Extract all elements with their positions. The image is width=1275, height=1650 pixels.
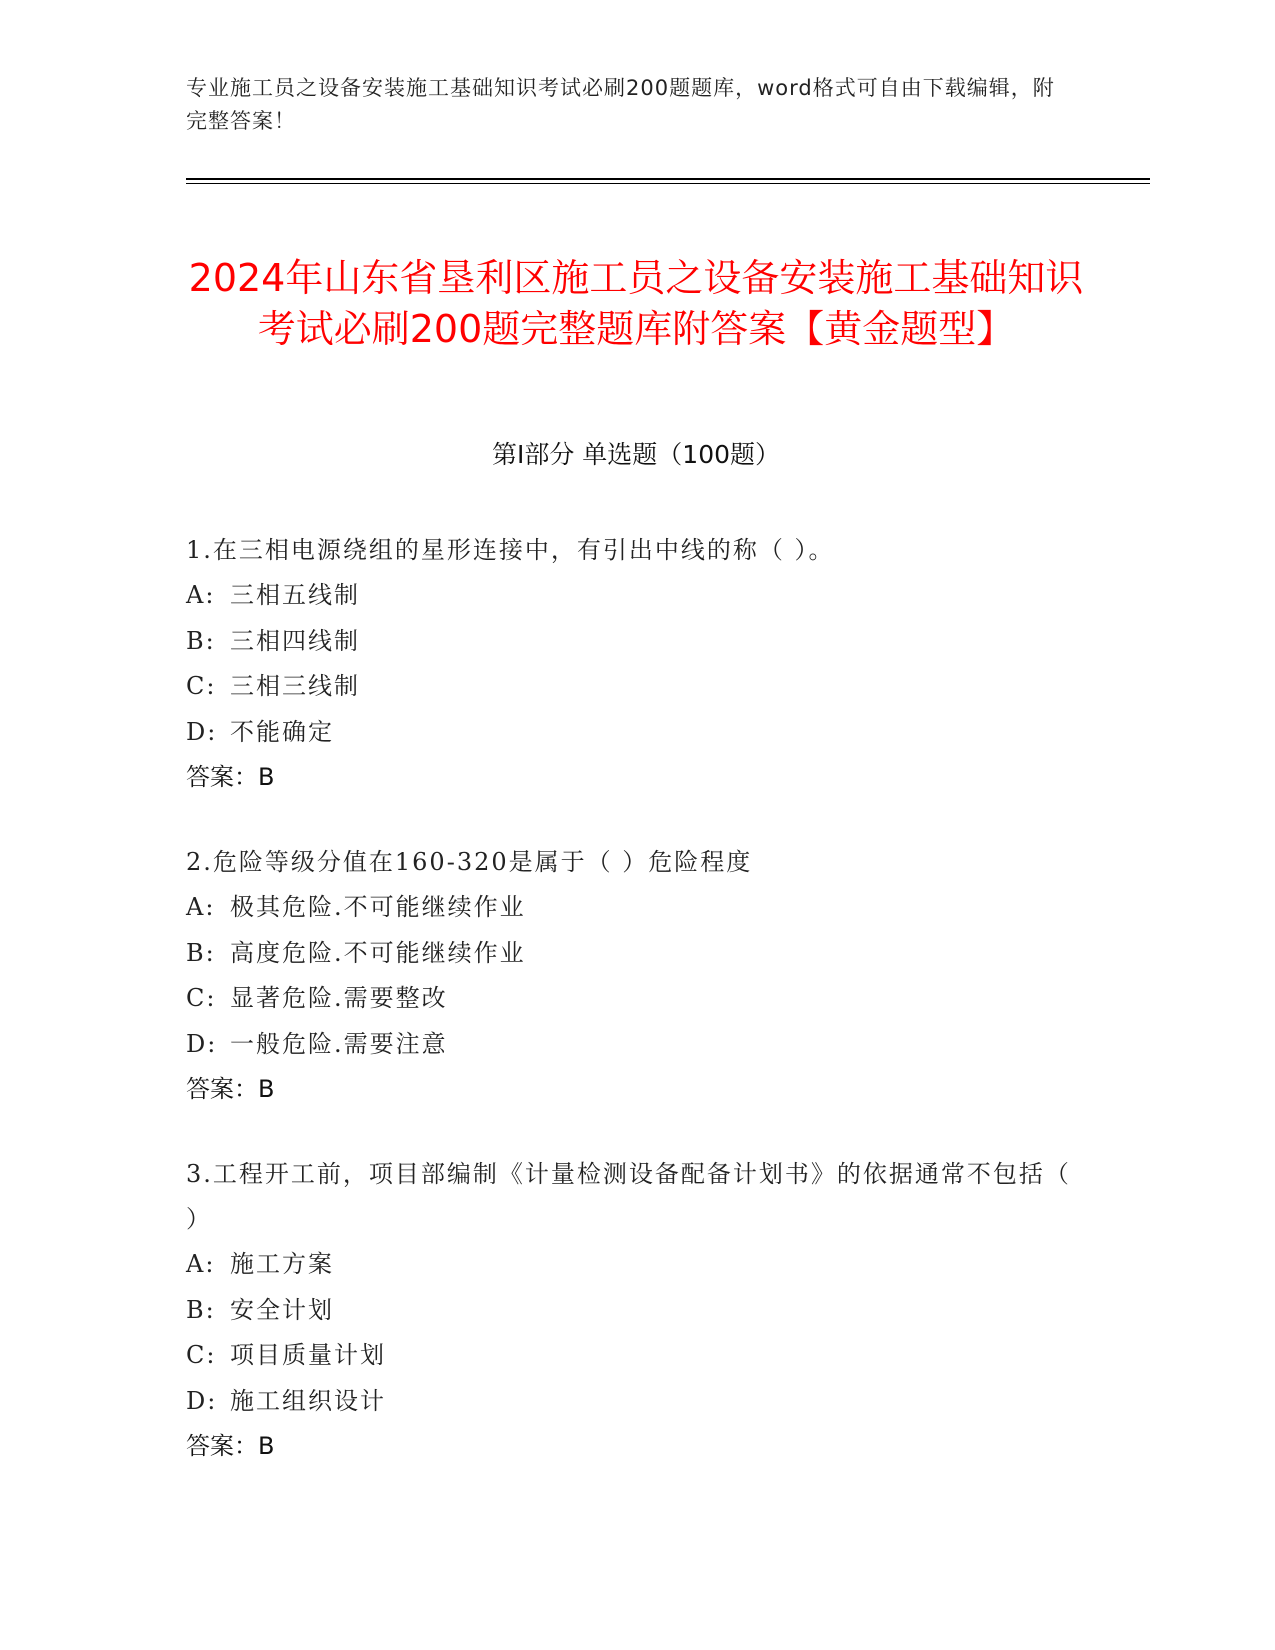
option-text: 高度危险.不可能继续作业 (230, 938, 526, 967)
option-letter: B: (186, 938, 216, 967)
option-d (186, 710, 1086, 756)
option-letter: A: (186, 581, 216, 609)
option-a (186, 1242, 1086, 1288)
option-text: 一般危险.需要注意 (230, 1029, 448, 1058)
option-a (186, 885, 1086, 931)
option-text: 显著危险.需要整改 (230, 984, 448, 1012)
option-letter: C: (186, 984, 217, 1012)
option-letter: D: (186, 1386, 218, 1415)
option-letter: D: (186, 717, 218, 746)
option-c (186, 1333, 1086, 1379)
option-b (186, 931, 1086, 977)
option-d (186, 1022, 1086, 1068)
option-a (186, 573, 1086, 619)
question-stem: 1.在三相电源绕组的星形连接中，有引出中线的称（ ）。 (186, 536, 835, 564)
option-d (186, 1379, 1086, 1425)
header-divider-thick (186, 178, 1150, 180)
option-letter: A: (186, 1250, 216, 1278)
option-letter: B: (186, 626, 216, 655)
question-stem: 2.危险等级分值在160-320是属于（ ）危险程度 (186, 848, 753, 876)
option-c (186, 976, 1086, 1022)
option-text: 三相四线制 (230, 626, 360, 655)
question-list (186, 528, 1086, 1509)
option-c (186, 664, 1086, 710)
option-b (186, 619, 1086, 665)
option-letter: C: (186, 1341, 217, 1369)
option-letter: D: (186, 1029, 218, 1058)
option-text: 不能确定 (230, 717, 334, 746)
answer-line: 答案：B (186, 1432, 275, 1460)
option-letter: C: (186, 672, 217, 700)
question-item-1 (186, 528, 1086, 800)
option-text: 施工方案 (230, 1250, 334, 1278)
answer-line: 答案：B (186, 1075, 275, 1103)
option-letter: B: (186, 1295, 216, 1324)
option-text: 施工组织设计 (230, 1386, 386, 1415)
header-divider-thin (186, 183, 1150, 184)
question-item-2 (186, 840, 1086, 1112)
answer-line: 答案：B (186, 763, 275, 791)
option-text: 极其危险.不可能继续作业 (230, 893, 526, 921)
question-item-3 (186, 1152, 1086, 1469)
option-text: 三相五线制 (230, 581, 360, 609)
document-title: 2024年山东省垦利区施工员之设备安装施工基础知识考试必刷200题完整题库附答案【黄金题型】 (188, 256, 1084, 352)
option-text: 三相三线制 (230, 672, 360, 700)
option-text: 安全计划 (230, 1295, 334, 1324)
section-heading: 第Ⅰ部分 单选题（100题） (491, 440, 781, 469)
option-text: 项目质量计划 (230, 1341, 386, 1369)
option-b (186, 1288, 1086, 1334)
option-letter: A: (186, 893, 216, 921)
document-header-note: 专业施工员之设备安装施工基础知识考试必刷200题题库，word格式可自由下载编辑，附完整答案！ (186, 76, 1055, 133)
question-stem: 3.工程开工前，项目部编制《计量检测设备配备计划书》的依据通常不包括（ ） (186, 1160, 1071, 1233)
